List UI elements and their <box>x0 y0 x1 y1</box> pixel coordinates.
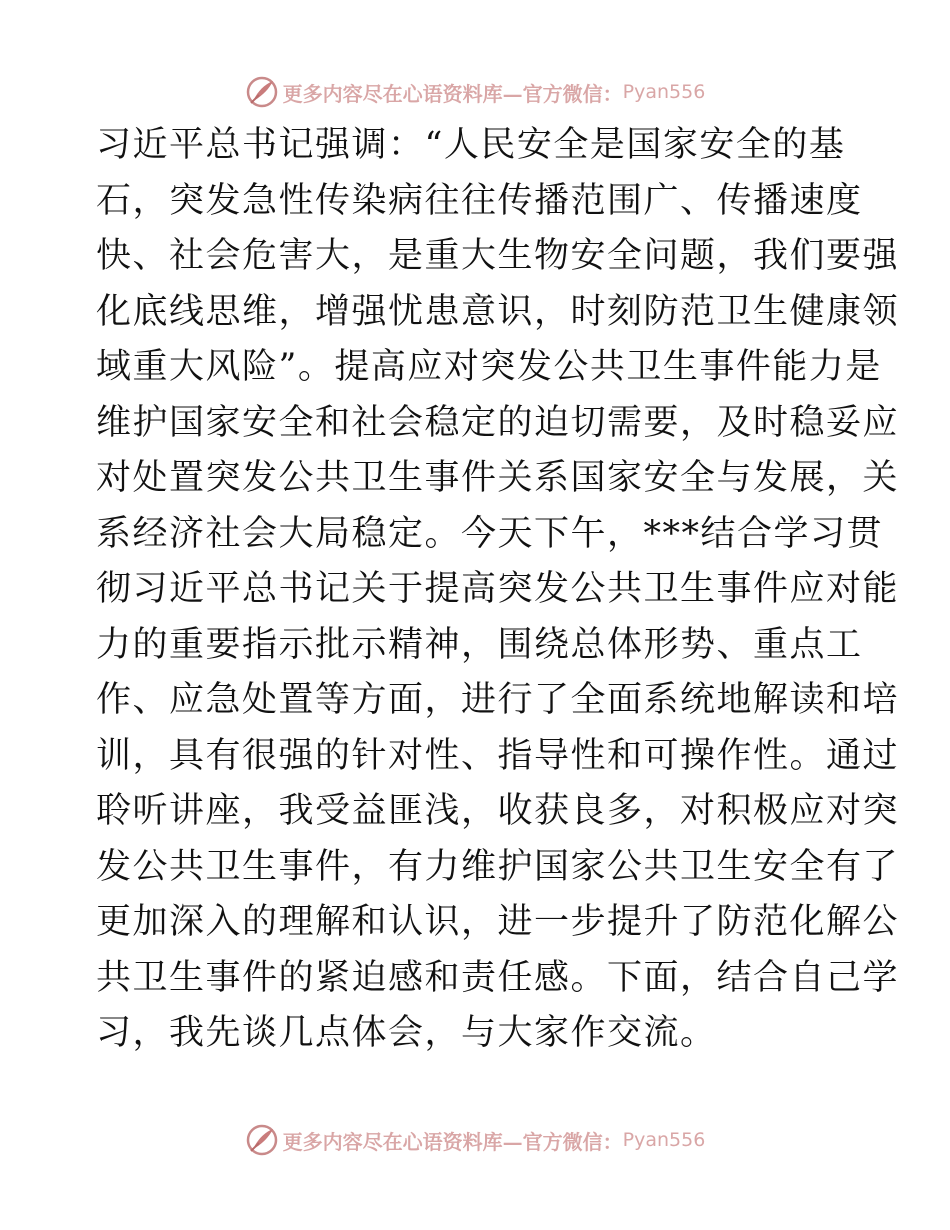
body-line: 维护国家安全和社会稳定的迫切需要，及时稳妥应 <box>96 402 900 443</box>
body-line: 作、应急处置等方面，进行了全面系统地解读和培 <box>96 680 900 720</box>
body-line: 石，突发急性传染病往往传播范围广、传播速度 <box>96 180 863 221</box>
footer-wechat-id: Pyan556 <box>622 1129 706 1151</box>
feather-quill-logo-icon <box>245 1123 279 1157</box>
header-banner-text: 更多内容尽在心语资料库—官方微信： <box>282 81 623 106</box>
body-line: 域重大风险”。提高应对突发公共卫生事件能力是 <box>96 347 882 387</box>
document-body <box>96 118 900 1062</box>
body-line: 训，具有很强的针对性、指导性和可操作性。通过 <box>96 735 900 776</box>
body-line: 对处置突发公共卫生事件关系国家安全与发展，关 <box>96 458 900 498</box>
body-line: 发公共卫生事件，有力维护国家公共卫生安全有了 <box>96 846 900 887</box>
feather-quill-logo-icon <box>245 75 279 109</box>
header-wechat-id: Pyan556 <box>622 81 706 103</box>
body-line: 力的重要指示批示精神，围绕总体形势、重点工 <box>96 624 863 665</box>
body-line: 习近平总书记强调：“人民安全是国家安全的基 <box>96 125 846 165</box>
footer-banner-text: 更多内容尽在心语资料库—官方微信： <box>282 1129 623 1154</box>
body-line: 聆听讲座，我受益匪浅，收获良多，对积极应对突 <box>96 791 900 831</box>
body-line: 更加深入的理解和认识，进一步提升了防范化解公 <box>96 902 900 942</box>
body-line: 共卫生事件的紧迫感和责任感。下面，结合自己学 <box>96 957 900 998</box>
body-line: 习，我先谈几点体会，与大家作交流。 <box>96 1013 717 1053</box>
body-line: 系经济社会大局稳定。今天下午，***结合学习贯 <box>96 513 884 554</box>
body-line: 快、社会危害大，是重大生物安全问题，我们要强 <box>96 236 900 276</box>
header-watermark-banner <box>0 72 950 112</box>
body-line: 化底线思维，增强忧患意识，时刻防范卫生健康领 <box>96 291 900 332</box>
body-line: 彻习近平总书记关于提高突发公共卫生事件应对能 <box>96 569 900 609</box>
footer-watermark-banner <box>0 1120 950 1160</box>
